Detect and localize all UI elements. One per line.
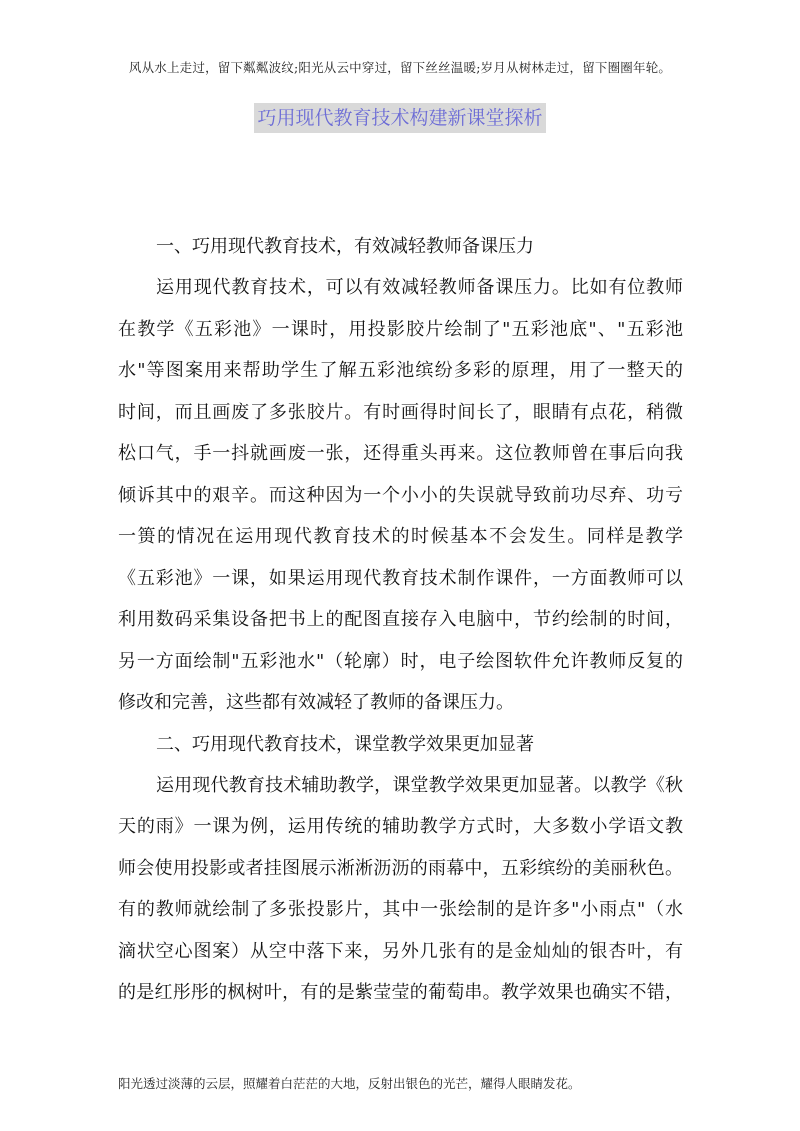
section1-heading: 一、巧用现代教育技术，有效减轻教师备课压力 (156, 236, 534, 257)
paragraph-line: 运用现代教育技术，可以有效减轻教师备课压力。比如有位教师 (156, 277, 683, 298)
paragraph-line: 时间，而且画废了多张胶片。有时画得时间长了，眼睛有点花，稍微 (118, 401, 683, 423)
paragraph-line: 的是红彤彤的枫树叶，有的是紫莹莹的葡萄串。教学效果也确实不错， (118, 982, 683, 1003)
paragraph-line: 师会使用投影或者挂图展示淅淅沥沥的雨幕中，五彩缤纷的美丽秋色。 (118, 857, 683, 879)
paragraph-line: 另一方面绘制"五彩池水"（轮廓）时，电子绘图软件允许教师反复的 (118, 650, 683, 672)
paragraph-line: 修改和完善，这些都有效减轻了教师的备课压力。 (118, 692, 514, 713)
paragraph-line: 有的教师就绘制了多张投影片，其中一张绘制的是许多"小雨点"（水 (118, 899, 683, 920)
footer-text: 阳光透过淡薄的云层，照耀着白茫茫的大地，反射出银色的光芒，耀得人眼睛发花。 (118, 1076, 581, 1091)
section2-paragraph (118, 765, 683, 1014)
paragraph-line: 运用现代教育技术辅助教学，课堂教学效果更加显著。以教学《秋 (156, 774, 683, 796)
page-footer-quote (118, 1074, 581, 1092)
paragraph-line: 天的雨》一课为例，运用传统的辅助教学方式时，大多数小学语文教 (118, 816, 683, 837)
paragraph-line: 滴状空心图案）从空中落下来，另外几张有的是金灿灿的银杏叶，有 (118, 940, 683, 962)
page-header-quote: 风从水上走过，留下粼粼波纹;阳光从云中穿过，留下丝丝温暖;岁月从树林走过，留下圈圈年轮。 (128, 60, 672, 75)
document-body (118, 226, 683, 1014)
paragraph-line: 利用数码采集设备把书上的配图直接存入电脑中，节约绘制的时间， (118, 609, 683, 630)
paragraph-line: 倾诉其中的艰辛。而这种因为一个小小的失误就导致前功尽弃、功亏 (118, 484, 683, 506)
document-title: 巧用现代教育技术构建新课堂探析 (254, 103, 545, 133)
paragraph-line: 在教学《五彩池》一课时，用投影胶片绘制了"五彩池底"、"五彩池 (118, 318, 683, 340)
section2-heading: 二、巧用现代教育技术，课堂教学效果更加显著 (156, 733, 534, 755)
title-wrapper (0, 103, 800, 133)
section1-paragraph (118, 267, 683, 724)
paragraph-line: 《五彩池》一课，如果运用现代教育技术制作课件，一方面教师可以 (118, 567, 683, 589)
paragraph-line: 一篑的情况在运用现代教育技术的时候基本不会发生。同样是教学 (118, 526, 683, 547)
paragraph-line: 松口气，手一抖就画废一张，还得重头再来。这位教师曾在事后向我 (118, 443, 683, 464)
paragraph-line: 水"等图案用来帮助学生了解五彩池缤纷多彩的原理，用了一整天的 (118, 360, 683, 381)
